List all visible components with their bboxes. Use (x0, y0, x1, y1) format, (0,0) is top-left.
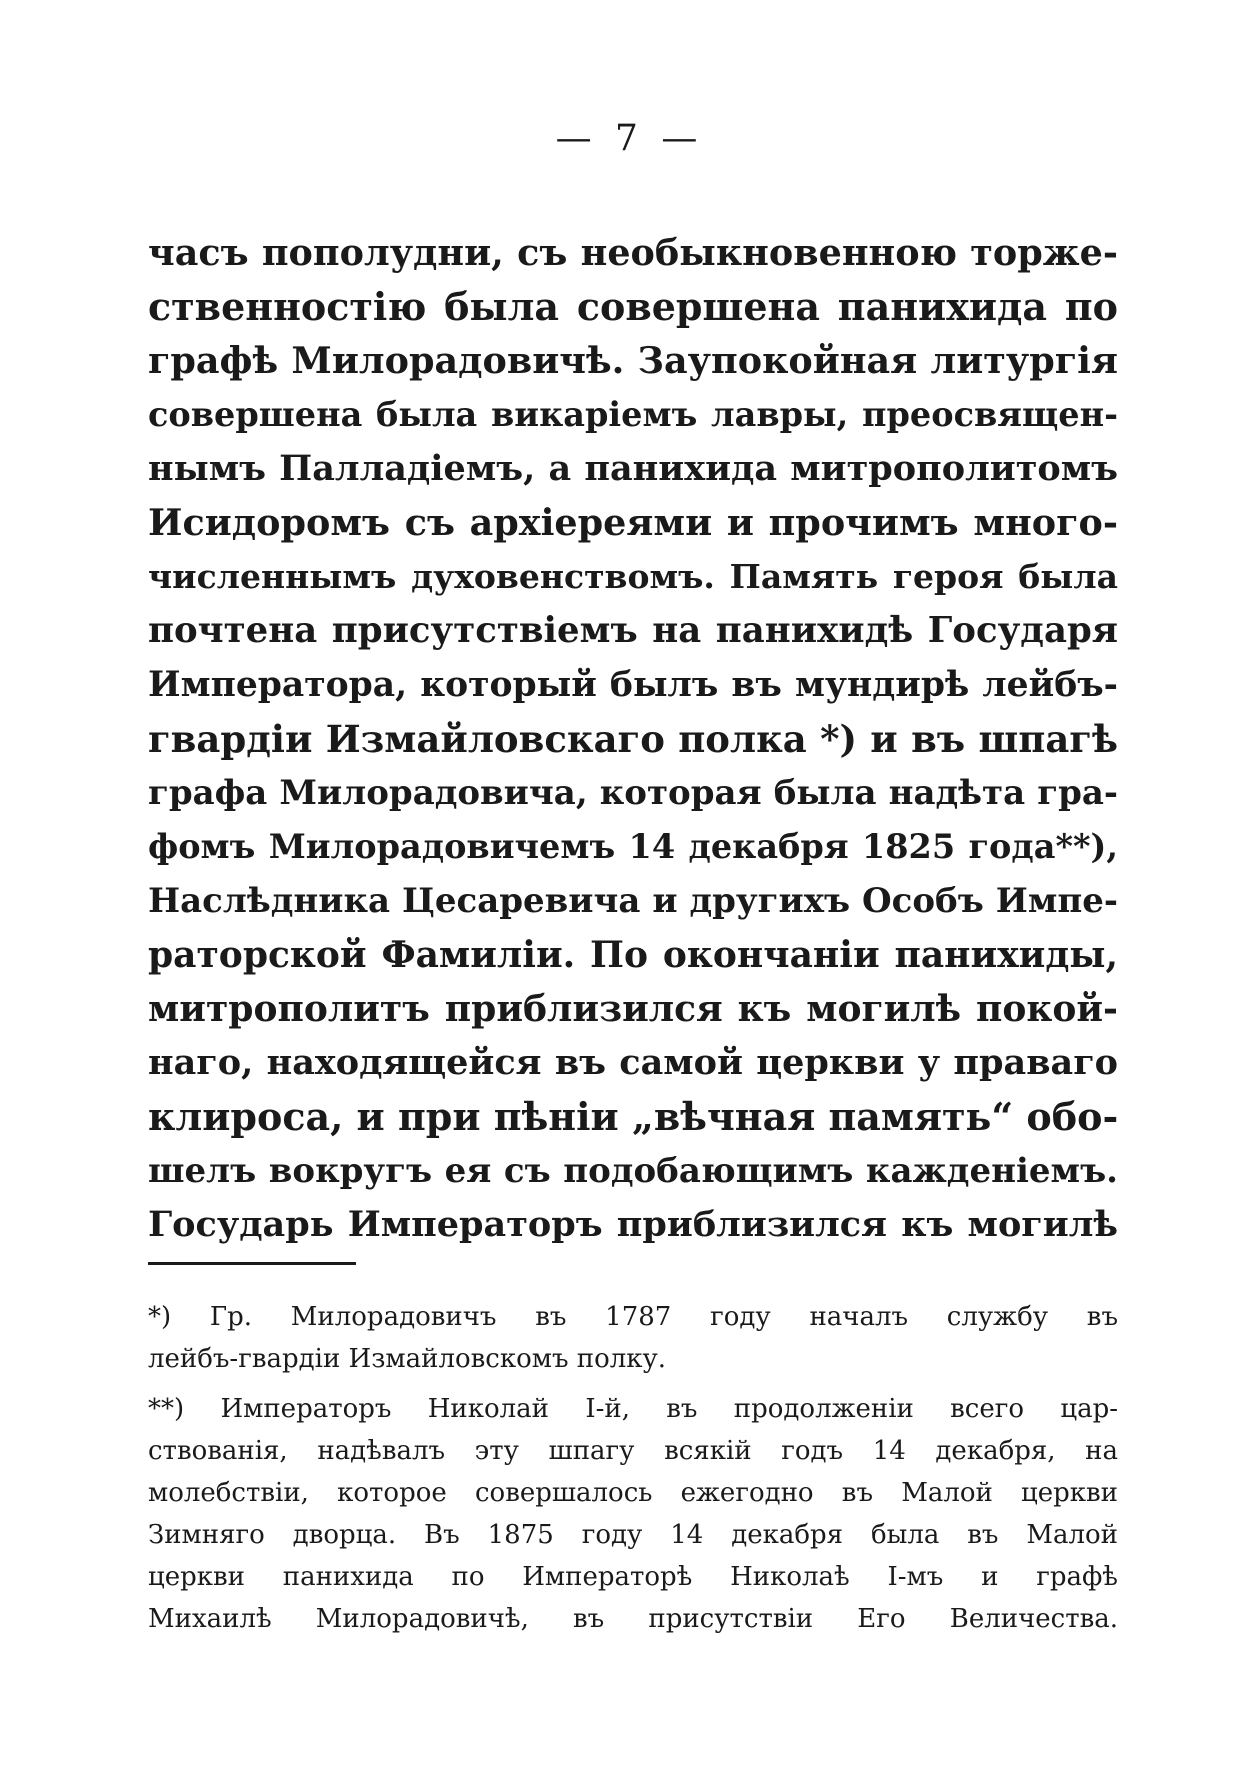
body-line: совершена была викаріемъ лавры, преосвящен- (148, 395, 1118, 434)
body-line: Императора, который былъ въ мундирѣ лейбъ- (148, 665, 1118, 705)
footnote-line: Михаилѣ Милорадовичѣ, въ присутствіи Его Величества. (148, 1604, 1118, 1634)
body-line: нымъ Палладіемъ, а панихида митрополитомъ (148, 448, 1118, 489)
body-line: Исидоромъ съ архіереями и прочимъ много- (148, 501, 1118, 544)
footnote-divider (148, 1262, 356, 1265)
body-line: часъ пополудни, съ необыкновенною торже- (148, 231, 1118, 274)
body-line: митрополитъ приблизился къ могилѣ покой- (148, 988, 1118, 1030)
body-line: шелъ вокругъ ея съ подобающимъ кажденіемъ. (148, 1151, 1118, 1191)
body-line: ственностію была совершена панихида по (148, 284, 1118, 329)
footnote-line: *) Гр. Милорадовичъ въ 1787 году началъ службу въ (148, 1302, 1118, 1332)
footnote-line: ствованія, надѣвалъ эту шпагу всякій годъ 14 декабря, на (148, 1436, 1118, 1466)
body-line: раторской Фамиліи. По окончаніи панихиды, (148, 934, 1118, 976)
page-number: — 7 — (555, 118, 704, 159)
body-line: графа Милорадовича, которая была надѣта гра- (148, 773, 1118, 813)
body-line: наго, находящейся въ самой церкви у праваго (148, 1042, 1118, 1083)
footnote-line: церкви панихида по Императорѣ Николаѣ I-мъ и графѣ (148, 1562, 1118, 1592)
body-line: Государь Императоръ приблизился къ могилѣ (148, 1204, 1118, 1245)
body-line: клироса, и при пѣніи „вѣчная память“ обо- (148, 1094, 1119, 1139)
body-line: Наслѣдника Цесаревича и другихъ Особъ Импе- (148, 881, 1118, 921)
footnote-line: Зимняго дворца. Въ 1875 году 14 декабря была въ Малой (148, 1520, 1118, 1550)
footnote-line: **) Императоръ Николай I-й, въ продолженіи всего цар- (148, 1394, 1118, 1424)
footnote-line: молебствіи, которое совершалось ежегодно въ Малой церкви (148, 1478, 1118, 1508)
body-line: гвардіи Измайловскаго полка *) и въ шпагѣ (148, 717, 1118, 761)
footnote-line: лейбъ-гвардіи Измайловскомъ полку. (148, 1344, 667, 1374)
body-line: численнымъ духовенствомъ. Память героя была (148, 557, 1118, 596)
body-line: почтена присутствіемъ на панихидѣ Государя (148, 610, 1118, 651)
body-line: фомъ Милорадовичемъ 14 декабря 1825 года**), (148, 827, 1118, 866)
body-line: графѣ Милорадовичѣ. Заупокойная литургія (148, 339, 1118, 382)
